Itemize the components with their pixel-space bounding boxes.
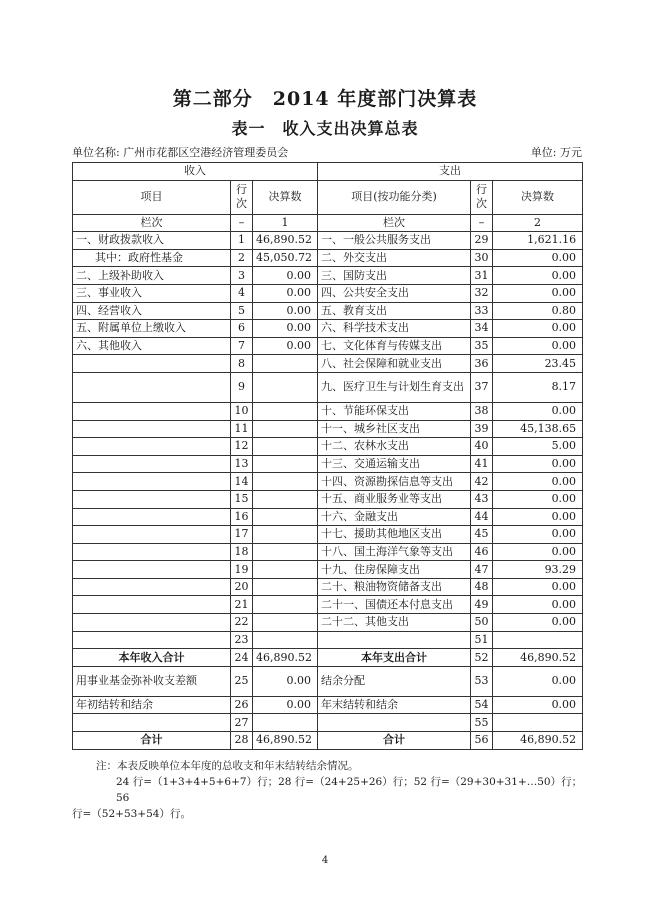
expense-col-no: 2 xyxy=(493,214,583,232)
income-item: 本年收入合计 xyxy=(73,649,231,667)
expense-item: 十二、农林水支出 xyxy=(318,438,471,456)
expense-line-no: 53 xyxy=(471,666,493,696)
table-row xyxy=(73,596,583,614)
expense-amount: 93.29 xyxy=(493,561,583,579)
income-item: 其中：政府性基金 xyxy=(73,249,231,267)
expense-line-no: 29 xyxy=(471,232,493,250)
income-item xyxy=(73,420,231,438)
expense-line-no: 44 xyxy=(471,508,493,526)
expense-amount-header: 决算数 xyxy=(493,180,583,214)
income-item xyxy=(73,596,231,614)
expense-item: 七、文化体育与传媒支出 xyxy=(318,337,471,355)
expense-item xyxy=(318,631,471,649)
expense-line-no: 42 xyxy=(471,473,493,491)
income-amount xyxy=(253,473,318,491)
income-amount xyxy=(253,455,318,473)
income-amount xyxy=(253,526,318,544)
table-row xyxy=(73,666,583,696)
income-item: 三、事业收入 xyxy=(73,284,231,302)
notes xyxy=(72,758,586,822)
income-line-no: 1 xyxy=(231,232,253,250)
table-row xyxy=(73,696,583,714)
expense-amount: 23.45 xyxy=(493,355,583,373)
income-item xyxy=(73,526,231,544)
income-line-no: 10 xyxy=(231,402,253,420)
expense-item-header: 项目(按功能分类) xyxy=(318,180,471,214)
expense-amount: 0.00 xyxy=(493,508,583,526)
income-amount xyxy=(253,543,318,561)
expense-item: 本年支出合计 xyxy=(318,649,471,667)
income-line-no: 9 xyxy=(231,372,253,402)
table-row xyxy=(73,438,583,456)
expense-amount: 8.17 xyxy=(493,372,583,402)
unit-row xyxy=(72,144,582,160)
expense-amount: 0.00 xyxy=(493,284,583,302)
income-header: 收入 xyxy=(73,163,318,181)
table-row xyxy=(73,320,583,338)
income-line-no: 5 xyxy=(231,302,253,320)
income-line-no: 26 xyxy=(231,696,253,714)
income-line-no: 13 xyxy=(231,455,253,473)
income-line-no: 12 xyxy=(231,438,253,456)
expense-amount: 0.00 xyxy=(493,596,583,614)
expense-amount: 0.00 xyxy=(493,526,583,544)
expense-item: 六、科学技术支出 xyxy=(318,320,471,338)
income-item: 一、财政拨款收入 xyxy=(73,232,231,250)
table-row xyxy=(73,526,583,544)
income-line-no: 3 xyxy=(231,267,253,285)
expense-line-no: 35 xyxy=(471,337,493,355)
unit-label: 单位: 万元 xyxy=(530,146,582,159)
income-item xyxy=(73,355,231,373)
income-amount: 46,890.52 xyxy=(253,732,318,750)
unit-name: 单位名称: 广州市花都区空港经济管理委员会 xyxy=(72,146,289,159)
income-col-label: 栏次 xyxy=(73,214,231,232)
income-amount xyxy=(253,420,318,438)
expense-item: 八、社会保障和就业支出 xyxy=(318,355,471,373)
expense-line-no: 38 xyxy=(471,402,493,420)
income-line-no: 23 xyxy=(231,631,253,649)
expense-item: 一、一般公共服务支出 xyxy=(318,232,471,250)
table-row xyxy=(73,355,583,373)
table-row xyxy=(73,455,583,473)
expense-amount xyxy=(493,631,583,649)
income-line-no: 22 xyxy=(231,614,253,632)
table-row xyxy=(73,249,583,267)
expense-line-no: 36 xyxy=(471,355,493,373)
income-amount: 0.00 xyxy=(253,696,318,714)
income-item xyxy=(73,473,231,491)
income-amount xyxy=(253,596,318,614)
expense-amount: 0.00 xyxy=(493,696,583,714)
income-amount: 45,050.72 xyxy=(253,249,318,267)
income-line-no: 21 xyxy=(231,596,253,614)
income-line-no: 7 xyxy=(231,337,253,355)
table-row xyxy=(73,402,583,420)
income-amount xyxy=(253,578,318,596)
table-row xyxy=(73,714,583,732)
income-amount: 0.00 xyxy=(253,302,318,320)
expense-line-no: 52 xyxy=(471,649,493,667)
income-item xyxy=(73,543,231,561)
expense-item: 十七、援助其他地区支出 xyxy=(318,526,471,544)
expense-amount: 0.00 xyxy=(493,490,583,508)
income-item xyxy=(73,714,231,732)
expense-amount: 0.00 xyxy=(493,320,583,338)
table-row xyxy=(73,508,583,526)
income-line-no: 2 xyxy=(231,249,253,267)
expense-amount: 46,890.52 xyxy=(493,649,583,667)
expense-item: 十一、城乡社区支出 xyxy=(318,420,471,438)
expense-line-no: 56 xyxy=(471,732,493,750)
table-subtitle: 表一 收入支出决算总表 xyxy=(231,119,419,138)
income-line-no: 17 xyxy=(231,526,253,544)
table-row xyxy=(73,372,583,402)
expense-amount: 46,890.52 xyxy=(493,732,583,750)
expense-line-no: 30 xyxy=(471,249,493,267)
expense-amount: 0.80 xyxy=(493,302,583,320)
expense-amount: 0.00 xyxy=(493,402,583,420)
table-row xyxy=(73,232,583,250)
expense-amount: 5.00 xyxy=(493,438,583,456)
expense-item: 十六、金融支出 xyxy=(318,508,471,526)
table-row xyxy=(73,561,583,579)
income-amount xyxy=(253,372,318,402)
income-line-no: 15 xyxy=(231,490,253,508)
expense-line-no: 37 xyxy=(471,372,493,402)
income-line-no: 8 xyxy=(231,355,253,373)
income-amount xyxy=(253,631,318,649)
expense-amount: 1,621.16 xyxy=(493,232,583,250)
expense-line-no: 49 xyxy=(471,596,493,614)
income-line-header: 行次 xyxy=(231,180,253,214)
table-row xyxy=(73,302,583,320)
income-amount xyxy=(253,714,318,732)
income-item: 五、附属单位上缴收入 xyxy=(73,320,231,338)
expense-item: 九、医疗卫生与计划生育支出 xyxy=(318,372,471,402)
table-row xyxy=(73,473,583,491)
income-item xyxy=(73,614,231,632)
expense-amount: 0.00 xyxy=(493,666,583,696)
income-amount xyxy=(253,614,318,632)
income-line-no: 28 xyxy=(231,732,253,750)
note-line-3: 行=（52+53+54）行。 xyxy=(72,808,191,820)
expense-item: 年末结转和结余 xyxy=(318,696,471,714)
expense-item: 二十、粮油物资储备支出 xyxy=(318,578,471,596)
expense-item xyxy=(318,714,471,732)
income-item: 二、上级补助收入 xyxy=(73,267,231,285)
expense-line-header: 行次 xyxy=(471,180,493,214)
income-amount xyxy=(253,355,318,373)
income-item: 四、经营收入 xyxy=(73,302,231,320)
expense-item: 十、节能环保支出 xyxy=(318,402,471,420)
page-title: 第二部分 2014 年度部门决算表 xyxy=(172,88,478,110)
income-amount: 0.00 xyxy=(253,337,318,355)
income-line-no: 18 xyxy=(231,543,253,561)
income-item xyxy=(73,402,231,420)
expense-amount: 0.00 xyxy=(493,543,583,561)
income-item xyxy=(73,438,231,456)
income-item: 年初结转和结余 xyxy=(73,696,231,714)
note-line-2: 24 行=（1+3+4+5+6+7）行；28 行=（24+25+26）行；52 行=（29+30+31+…50）行；56 xyxy=(116,776,583,804)
income-col-dash: – xyxy=(231,214,253,232)
table-row xyxy=(73,543,583,561)
expense-line-no: 47 xyxy=(471,561,493,579)
table-row xyxy=(73,631,583,649)
expense-item: 十八、国土海洋气象等支出 xyxy=(318,543,471,561)
expense-col-dash: – xyxy=(471,214,493,232)
income-line-no: 11 xyxy=(231,420,253,438)
expense-line-no: 54 xyxy=(471,696,493,714)
expense-line-no: 48 xyxy=(471,578,493,596)
income-item: 用事业基金弥补收支差额 xyxy=(73,666,231,696)
income-line-no: 19 xyxy=(231,561,253,579)
income-item xyxy=(73,578,231,596)
expense-line-no: 33 xyxy=(471,302,493,320)
expense-col-label: 栏次 xyxy=(318,214,471,232)
income-item xyxy=(73,372,231,402)
income-item xyxy=(73,508,231,526)
table-row xyxy=(73,420,583,438)
income-amount: 0.00 xyxy=(253,666,318,696)
income-expense-table xyxy=(72,162,583,750)
income-line-no: 20 xyxy=(231,578,253,596)
income-item: 六、其他收入 xyxy=(73,337,231,355)
expense-amount xyxy=(493,714,583,732)
income-amount xyxy=(253,561,318,579)
page-number: 4 xyxy=(321,855,329,866)
expense-line-no: 50 xyxy=(471,614,493,632)
expense-header: 支出 xyxy=(318,163,583,181)
table-row xyxy=(73,284,583,302)
expense-line-no: 39 xyxy=(471,420,493,438)
income-amount xyxy=(253,490,318,508)
expense-amount: 0.00 xyxy=(493,614,583,632)
expense-item: 十五、商业服务业等支出 xyxy=(318,490,471,508)
income-item xyxy=(73,631,231,649)
expense-line-no: 32 xyxy=(471,284,493,302)
expense-line-no: 46 xyxy=(471,543,493,561)
income-item xyxy=(73,561,231,579)
expense-amount: 0.00 xyxy=(493,249,583,267)
income-amount xyxy=(253,438,318,456)
table-row xyxy=(73,267,583,285)
note-line-1: 注：本表反映单位本年度的总收支和年末结转结余情况。 xyxy=(96,760,359,772)
income-line-no: 14 xyxy=(231,473,253,491)
income-item xyxy=(73,490,231,508)
expense-line-no: 55 xyxy=(471,714,493,732)
expense-item: 十九、住房保障支出 xyxy=(318,561,471,579)
expense-amount: 0.00 xyxy=(493,473,583,491)
expense-line-no: 43 xyxy=(471,490,493,508)
expense-item: 十四、资源勘探信息等支出 xyxy=(318,473,471,491)
expense-line-no: 45 xyxy=(471,526,493,544)
expense-amount: 0.00 xyxy=(493,267,583,285)
income-item xyxy=(73,455,231,473)
expense-amount: 0.00 xyxy=(493,455,583,473)
income-amount: 46,890.52 xyxy=(253,232,318,250)
income-amount xyxy=(253,402,318,420)
table-row xyxy=(73,649,583,667)
expense-item: 合计 xyxy=(318,732,471,750)
income-line-no: 24 xyxy=(231,649,253,667)
expense-item: 结余分配 xyxy=(318,666,471,696)
income-line-no: 4 xyxy=(231,284,253,302)
table-row xyxy=(73,578,583,596)
expense-item: 四、公共安全支出 xyxy=(318,284,471,302)
table-row xyxy=(73,732,583,750)
income-amount: 0.00 xyxy=(253,284,318,302)
table-row xyxy=(73,614,583,632)
income-amount: 0.00 xyxy=(253,267,318,285)
expense-item: 二十二、其他支出 xyxy=(318,614,471,632)
income-line-no: 25 xyxy=(231,666,253,696)
expense-item: 三、国防支出 xyxy=(318,267,471,285)
expense-item: 五、教育支出 xyxy=(318,302,471,320)
income-line-no: 27 xyxy=(231,714,253,732)
table-row xyxy=(73,490,583,508)
expense-amount: 45,138.65 xyxy=(493,420,583,438)
expense-line-no: 40 xyxy=(471,438,493,456)
income-amount xyxy=(253,508,318,526)
income-item-header: 项目 xyxy=(73,180,231,214)
expense-line-no: 41 xyxy=(471,455,493,473)
expense-item: 二、外交支出 xyxy=(318,249,471,267)
expense-line-no: 34 xyxy=(471,320,493,338)
expense-line-no: 51 xyxy=(471,631,493,649)
expense-line-no: 31 xyxy=(471,267,493,285)
income-amount: 46,890.52 xyxy=(253,649,318,667)
expense-amount: 0.00 xyxy=(493,337,583,355)
expense-item: 十三、交通运输支出 xyxy=(318,455,471,473)
income-amount-header: 决算数 xyxy=(253,180,318,214)
income-col-no: 1 xyxy=(253,214,318,232)
income-item: 合计 xyxy=(73,732,231,750)
table-row xyxy=(73,337,583,355)
expense-item: 二十一、国债还本付息支出 xyxy=(318,596,471,614)
income-amount: 0.00 xyxy=(253,320,318,338)
income-line-no: 6 xyxy=(231,320,253,338)
expense-amount: 0.00 xyxy=(493,578,583,596)
income-line-no: 16 xyxy=(231,508,253,526)
